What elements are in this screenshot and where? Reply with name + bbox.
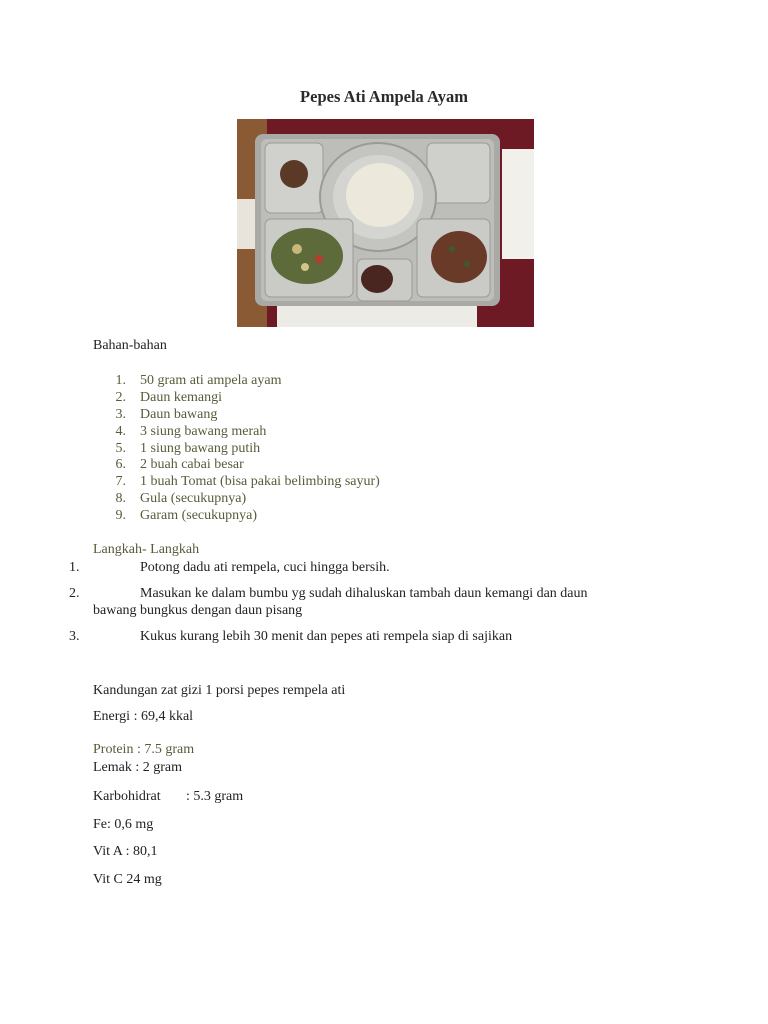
ingredient-number: 5. [115, 441, 126, 456]
nutrition-energi: Energi : 69,4 kkal [93, 709, 194, 724]
ingredient-number: 6. [115, 457, 126, 472]
ingredient-item: Daun kemangi [140, 390, 223, 405]
page-title: Pepes Ati Ampela Ayam [300, 87, 468, 106]
ingredient-number: 9. [115, 508, 126, 523]
nutrition-karbohidrat-value: : 5.3 gram [186, 789, 244, 804]
ingredient-number: 8. [115, 491, 126, 506]
step-text-continued: bawang bungkus dengan daun pisang [93, 603, 303, 618]
ingredient-item: 2 buah cabai besar [140, 457, 244, 472]
ingredient-item: Daun bawang [140, 407, 218, 422]
nutrition-vit-a: Vit A : 80,1 [93, 844, 158, 859]
steps-heading: Langkah- Langkah [93, 542, 200, 557]
ingredient-item: 1 buah Tomat (bisa pakai belimbing sayur) [140, 474, 380, 489]
step-number: 1. [69, 560, 80, 575]
ingredients-heading: Bahan-bahan [93, 338, 167, 353]
ingredient-number: 2. [115, 390, 126, 405]
nutrition-lemak: Lemak : 2 gram [93, 760, 183, 775]
nutrition-fe: Fe: 0,6 mg [93, 817, 154, 832]
ingredient-item: 1 siung bawang putih [140, 441, 261, 456]
nutrition-vit-c: Vit C 24 mg [93, 872, 162, 887]
ingredient-item: Gula (secukupnya) [140, 491, 247, 506]
ingredient-number: 4. [115, 424, 126, 439]
ingredient-number: 7. [115, 474, 126, 489]
step-text: Masukan ke dalam bumbu yg sudah dihaluskan tambah daun kemangi dan daun [140, 586, 588, 601]
step-number: 3. [69, 629, 80, 644]
nutrition-protein: Protein : 7.5 gram [93, 742, 195, 757]
ingredient-item: 3 siung bawang merah [140, 424, 267, 439]
ingredient-number: 1. [115, 373, 126, 388]
ingredient-item: 50 gram ati ampela ayam [140, 373, 282, 388]
step-text: Potong dadu ati rempela, cuci hingga bersih. [140, 560, 390, 575]
food-tray-photo [237, 119, 534, 327]
nutrition-karbohidrat-label: Karbohidrat [93, 789, 161, 804]
ingredient-item: Garam (secukupnya) [140, 508, 258, 523]
nutrition-heading: Kandungan zat gizi 1 porsi pepes rempela ati [93, 683, 346, 698]
ingredient-number: 3. [115, 407, 126, 422]
step-number: 2. [69, 586, 80, 601]
step-text: Kukus kurang lebih 30 menit dan pepes ati rempela siap di sajikan [140, 629, 513, 644]
